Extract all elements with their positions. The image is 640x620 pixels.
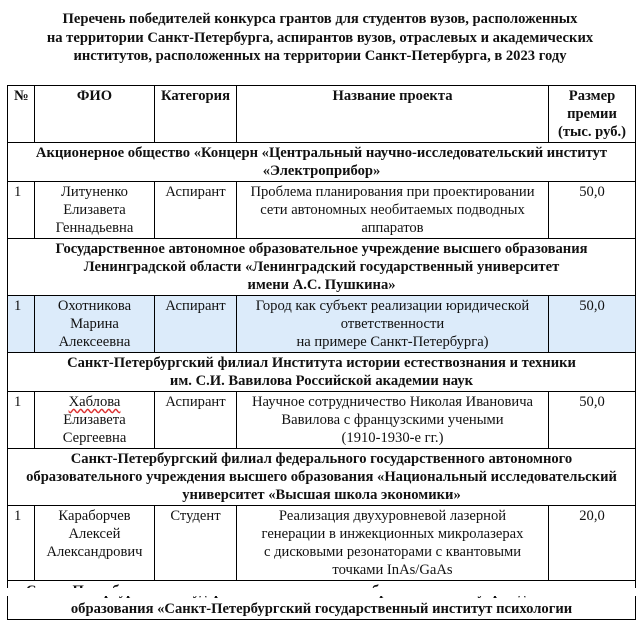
project-line: аппаратов [361, 220, 424, 236]
project-line: Научное сотрудничество Николая Ивановича [251, 394, 534, 410]
title-line: на территории Санкт-Петербурга, аспирантов вузов, отраслевых и академических [46, 29, 594, 46]
project-line: ответственности [340, 316, 445, 332]
project-line: сети автономных необитаемых подводных [260, 202, 525, 218]
title-line: институтов, расположенных на территории Санкт-Петербурга, в 2023 году [73, 48, 567, 64]
project-line: (1910-1930-е гг.) [341, 430, 444, 446]
fio-line: Александрович [46, 544, 143, 560]
row-prize: 50,0 [549, 296, 636, 353]
row-num: 1 [8, 506, 35, 581]
row-num: 1 [8, 296, 35, 353]
org-name [8, 449, 636, 506]
org-line: Акционерное общество «Концерн «Центральный научно-исследовательский институт [35, 145, 608, 161]
fio-line: Охотникова [57, 298, 132, 314]
org-line: им. С.И. Вавилова Российской академии наук [169, 373, 474, 389]
project-line: Проблема планирования при проектировании [250, 184, 535, 200]
header-fio: ФИО [35, 86, 155, 143]
row-prize: 50,0 [549, 182, 636, 239]
table-row [8, 392, 636, 449]
title-line: Перечень победителей конкурса грантов для студентов вузов, расположенных [62, 11, 578, 27]
header-prize [549, 86, 636, 143]
project-line: Реализация двухуровневой лазерной [278, 508, 507, 524]
fio-line: Елизавета [63, 202, 126, 218]
header-prize-line: Размер [568, 88, 616, 104]
row-project [237, 506, 549, 581]
org-line: университет «Высшая школа экономики» [182, 487, 461, 503]
org-row [8, 449, 636, 506]
project-line: с дисковыми резонаторами с квантовыми [263, 544, 522, 560]
table-header-row [8, 86, 636, 143]
fio-line: Марина [70, 316, 119, 332]
header-project: Название проекта [237, 86, 549, 143]
org-line: Санкт-Петербургский филиал Института истории естествознания и техники [67, 355, 576, 371]
org-row [8, 143, 636, 182]
org-row [8, 581, 636, 620]
fio-line: Сергеевна [62, 430, 127, 446]
fio-line: Алексей [68, 526, 121, 542]
table-row [8, 182, 636, 239]
project-line: генерации в инжекционных микролазерах [261, 526, 524, 542]
fio-line: Литуненко [61, 184, 128, 200]
row-fio [35, 392, 155, 449]
row-project [237, 296, 549, 353]
project-line: на примере Санкт-Петербурга) [296, 334, 489, 350]
project-line: точками InAs/GaAs [332, 562, 453, 578]
org-name [8, 239, 636, 296]
row-project [237, 392, 549, 449]
document-title [0, 10, 640, 66]
fio-line: Алексеевна [58, 334, 131, 350]
org-row [8, 239, 636, 296]
row-prize: 50,0 [549, 392, 636, 449]
org-line: Санкт-Петербургский филиал федерального государственного автономного [70, 451, 573, 467]
fio-line: Караборчев [58, 508, 131, 524]
row-prize: 20,0 [549, 506, 636, 581]
row-category: Аспирант [155, 392, 237, 449]
org-name [8, 353, 636, 392]
fio-line: Геннадьевна [55, 220, 134, 236]
winners-table [7, 85, 636, 620]
fio-line: Елизавета [63, 412, 126, 428]
row-category: Аспирант [155, 296, 237, 353]
table-row [8, 506, 636, 581]
header-prize-line: премии [567, 106, 617, 122]
org-line: «Электроприбор» [262, 163, 381, 179]
org-line: имени А.С. Пушкина» [247, 277, 396, 293]
row-category: Студент [155, 506, 237, 581]
org-line: Ленинградской области «Ленинградский государственный университет [83, 259, 560, 275]
row-num: 1 [8, 392, 35, 449]
row-category: Аспирант [155, 182, 237, 239]
table-row-selected[interactable] [8, 296, 636, 353]
header-prize-line: (тыс. руб.) [557, 124, 627, 140]
org-row [8, 353, 636, 392]
page-cutoff [0, 588, 640, 596]
org-name [8, 143, 636, 182]
org-line: образования «Санкт-Петербургский государственный институт психологии [70, 601, 573, 617]
row-fio [35, 506, 155, 581]
fio-line: Хаблова [68, 394, 121, 410]
org-line: Государственное автономное образовательное учреждение высшего образования [55, 241, 588, 257]
header-num: № [8, 86, 35, 143]
header-category: Категория [155, 86, 237, 143]
row-num: 1 [8, 182, 35, 239]
org-line: образовательного учреждения высшего образования «Национальный исследовательский [26, 469, 617, 485]
project-line: Город как субъект реализации юридической [255, 298, 530, 314]
org-name [8, 581, 636, 620]
row-fio [35, 296, 155, 353]
project-line: Вавилова с французскими учеными [281, 412, 504, 428]
row-project [237, 182, 549, 239]
row-fio [35, 182, 155, 239]
